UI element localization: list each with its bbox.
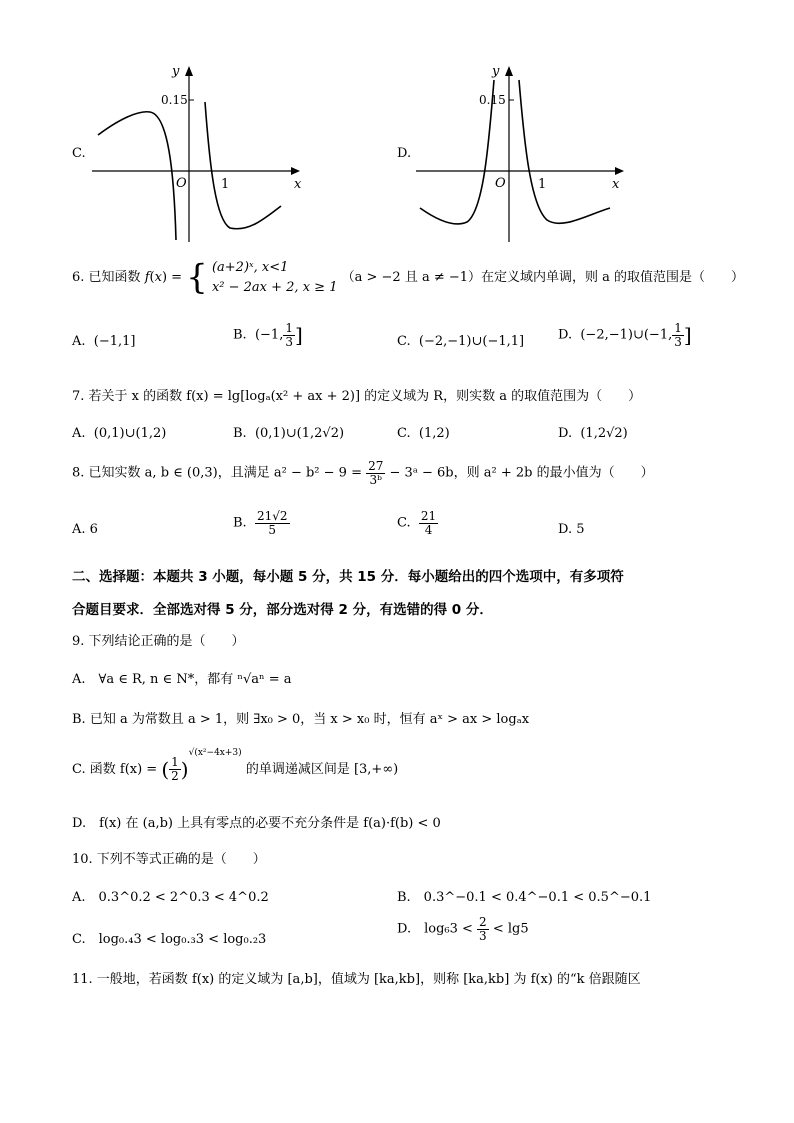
- x-label: x: [294, 177, 302, 192]
- option-letter: C.: [397, 334, 411, 349]
- q10-option-a[interactable]: A. 0.3^0.2 < 2^0.3 < 4^0.2: [72, 890, 269, 905]
- denominator: 3ᵇ: [369, 472, 382, 487]
- denominator: 5: [268, 522, 277, 537]
- question-10-stem: 10. 下列不等式正确的是（ ）: [72, 852, 266, 867]
- question-number: 7.: [72, 389, 85, 404]
- q7-option-d[interactable]: [558, 426, 628, 441]
- option-d-label: D.: [397, 146, 412, 161]
- option-text: (−2,−1)∪(−1,: [580, 327, 673, 343]
- fraction: [283, 322, 295, 348]
- graph-c: [88, 60, 303, 250]
- option-text-post: < lg5: [492, 921, 529, 937]
- denominator: 4: [424, 522, 433, 537]
- curve-right: [519, 80, 610, 223]
- option-letter: B.: [233, 327, 247, 343]
- curve-left: [98, 112, 176, 240]
- q6-option-d[interactable]: [558, 322, 692, 348]
- piecewise-cases: [212, 258, 338, 297]
- y-label: y: [492, 64, 500, 79]
- q10-option-b[interactable]: B. 0.3^−0.1 < 0.4^−0.1 < 0.5^−0.1: [397, 890, 652, 905]
- bracket: ]: [294, 323, 303, 348]
- numerator: 21√2: [256, 509, 288, 523]
- option-letter: D.: [558, 327, 573, 343]
- option-c-label: C.: [72, 146, 86, 161]
- section-2-line-2: 合题目要求．全部选对得 5 分，部分选对得 2 分，有选错的得 0 分．: [72, 602, 493, 618]
- exponent: √(x²−4x+3): [188, 748, 242, 758]
- option-letter: C.: [397, 515, 411, 531]
- q8-option-c[interactable]: [397, 510, 438, 536]
- x-label: x: [612, 177, 620, 192]
- question-number: 8.: [72, 465, 85, 481]
- q7-option-b[interactable]: [233, 426, 344, 441]
- q9-option-b[interactable]: B. 已知 a 为常数且 a > 1，则 ∃x₀ > 0，当 x > x₀ 时，恒有 aˣ > ax > logₐx: [72, 712, 530, 727]
- q9-option-c[interactable]: C. 函数 f(x) = ( $\frac{1}{2}$ )$^{√(x^2-4x+3)}$ 的单调递减区间是 [3,+∞): [72, 748, 399, 783]
- denominator: 3: [479, 928, 487, 943]
- option-letter: A.: [72, 334, 86, 349]
- option-text-pre: C. 函数 f(x) =: [72, 762, 158, 777]
- x-axis-arrow-icon: [615, 167, 624, 175]
- case-2: x² − 2ax + 2, x ≥ 1: [211, 279, 338, 295]
- option-letter: A.: [72, 426, 86, 441]
- curve-right: [205, 102, 281, 229]
- one-label: 1: [221, 177, 230, 192]
- question-11: 11. 一般地，若函数 f(x) 的定义域为 [a,b]，值域为 [ka,kb]，则称 [ka,kb] 为 f(x) 的“k 倍跟随区: [72, 972, 641, 987]
- option-text: (−1,: [254, 327, 284, 343]
- q8-option-d[interactable]: D. 5: [558, 522, 585, 537]
- denominator: 2: [171, 769, 179, 783]
- section-2-line-1: 二、选择题：本题共 3 小题，每小题 5 分，共 15 分．每小题给出的四个选项中，有多项符: [72, 569, 624, 585]
- question-prefix: 已知函数: [88, 270, 141, 285]
- fraction: [477, 916, 489, 942]
- option-text-pre: D. log₆3 <: [397, 921, 473, 937]
- tick-label: 0.15: [479, 93, 506, 107]
- option-text: (1,2√2): [580, 426, 628, 441]
- option-letter: B.: [233, 426, 247, 441]
- option-letter: B.: [233, 515, 247, 531]
- option-text: (0,1)∪(1,2√2): [254, 426, 345, 441]
- tick-label: 0.15: [161, 93, 188, 107]
- origin-label: O: [176, 176, 187, 191]
- numerator: 27: [368, 459, 384, 473]
- bracket: ]: [683, 323, 692, 348]
- q6-option-c[interactable]: [397, 334, 524, 349]
- fraction: [255, 510, 290, 536]
- numerator: 1: [171, 755, 179, 770]
- question-text-post: − 3ᵃ − 6b，则 a² + 2b 的最小值为（ ）: [389, 465, 654, 481]
- q9-option-a[interactable]: A. ∀a ∈ R, n ∈ N*，都有 ⁿ√aⁿ = a: [72, 672, 292, 687]
- fraction: [169, 756, 181, 782]
- option-letter: C.: [397, 426, 411, 441]
- question-9-stem: 9. 下列结论正确的是（ ）: [72, 634, 245, 649]
- question-7: [72, 385, 641, 404]
- origin-label: O: [495, 176, 506, 191]
- fraction: [672, 322, 684, 348]
- q7-option-c[interactable]: [397, 426, 450, 441]
- numerator: 1: [674, 321, 682, 335]
- question-6: 6. 已知函数 f(x) = { (a+2)ˣ, x<1 x² − 2ax + 2, x ≥ 1 （a > −2 且 a ≠ −1）在定义域内单调，则 a 的取值范围是（ ）: [72, 257, 745, 298]
- q8-option-a[interactable]: A. 6: [72, 522, 98, 537]
- question-text: 若关于 x 的函数 f(x) = lg[logₐ(x² + ax + 2)] 的定义域为 R，则实数 a 的取值范围为（ ）: [88, 389, 642, 404]
- q8-option-b[interactable]: [233, 510, 290, 536]
- y-label: y: [172, 64, 180, 79]
- option-text: (−2,−1)∪(−1,1]: [418, 334, 525, 349]
- case-1: (a+2)ˣ, x<1: [211, 260, 289, 275]
- question-text-pre: 已知实数 a, b ∈ (0,3)，且满足 a² − b² − 9 =: [88, 465, 362, 481]
- x-axis-arrow-icon: [291, 167, 300, 175]
- question-8: [72, 460, 654, 486]
- question-number: 6.: [72, 270, 85, 285]
- option-text: (0,1)∪(1,2): [93, 426, 167, 441]
- option-text-post: 的单调递减区间是 [3,+∞): [245, 762, 399, 777]
- option-text: (−1,1]: [93, 334, 136, 349]
- option-letter: D.: [558, 426, 573, 441]
- question-condition: （a > −2 且 a ≠ −1）在定义域内单调，则 a 的取值范围是（ ）: [341, 270, 745, 285]
- q10-option-d[interactable]: [397, 916, 529, 942]
- fraction: [366, 460, 385, 486]
- q7-option-a[interactable]: [72, 426, 166, 441]
- denominator: 3: [674, 334, 682, 349]
- q6-option-a[interactable]: [72, 334, 136, 349]
- numerator: 1: [285, 321, 293, 335]
- q10-option-c[interactable]: C. log₀.₄3 < log₀.₃3 < log₀.₂3: [72, 932, 267, 947]
- graph-d: [412, 60, 627, 250]
- y-axis-arrow-icon: [185, 66, 193, 76]
- q9-option-d[interactable]: D. f(x) 在 (a,b) 上具有零点的必要不充分条件是 f(a)·f(b) < 0: [72, 816, 441, 831]
- option-text: (1,2): [418, 426, 450, 441]
- denominator: 3: [285, 334, 293, 349]
- q6-option-b[interactable]: [233, 322, 303, 348]
- numerator: 21: [420, 509, 437, 523]
- numerator: 2: [479, 915, 487, 929]
- one-label: 1: [538, 177, 547, 192]
- y-axis-arrow-icon: [505, 66, 513, 76]
- fraction: [419, 510, 438, 536]
- piecewise-brace: {: [186, 257, 208, 298]
